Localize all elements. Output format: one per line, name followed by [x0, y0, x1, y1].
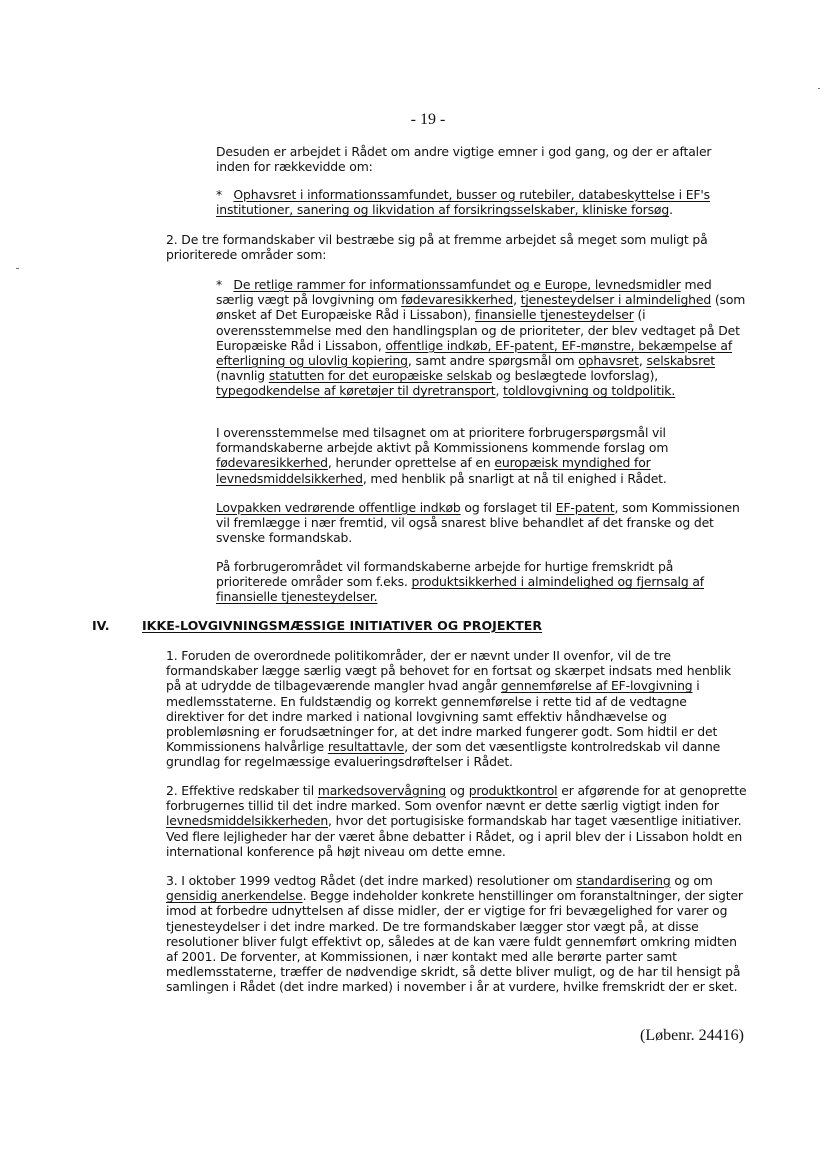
section-paragraph-2: 2. Effektive redskaber til markedsovervågning og produktkontrol er afgørende for at genoprette forbrugernes tillid til det indre marked. Som ovenfor nævnt er dette særlig vigtigt inden for levnedsmiddelsikkerheden, hvor det portugisiske formandskab har taget væsentlige initiativer. Ved flere lejligheder har der været åbne debatter i Rådet, og i april blev der i Lissabon holdt en international konference på højt niveau om dette emne. — [166, 783, 747, 859]
scan-speck — [16, 268, 19, 269]
bullet-item-2: * De retlige rammer for informationssamfundet og e Europe, levnedsmidler med særlig vægt på lovgivning om fødevaresikkerhed, tjenesteydelser i almindelighed (som ønsket af Det Europæiske Råd i Lissabon), finansielle tjenesteydelser (i overensstemmelse med den handlingsplan og de prioriteter, der blev vedtaget på Det Europæiske Råd i Lissabon, offentlige indkøb, EF-patent, EF-mønstre, bekæmpelse af efterligning og ulovlig kopiering, samt andre spørgsmål om ophavsret, selskabsret (navnlig statutten for det europæiske selskab og beslægtede lovforslag), typegodkendelse af køretøjer til dyretransport, toldlovgivning og toldpolitik. — [216, 277, 746, 399]
section-paragraph-3: 3. I oktober 1999 vedtog Rådet (det indre marked) resolutioner om standardisering og om gensidig anerkendelse. Begge indeholder konkrete henstillinger om foranstaltninger, der sigter imod at forbedre udnyttelsen af disse midler, der er vigtige for fri bevægelighed for varer og tjenesteydelser i det indre marked. De tre formandskaber lægger stor vægt på, at disse resolutioner bliver fulgt effektivt op, således at de kan være fuldt gennemført omkring midten af 2001. De forventer, at Kommissionen, i nær kontakt med alle berørte parter samt medlemsstaterne, træffer de nødvendige skridt, så dette bliver muligt, og de har til hensigt på samlingen i Rådet (det indre marked) i november i år at vurdere, hvilke fremskridt der er sket. — [166, 873, 743, 995]
document-reference: (Løbenr. 24416) — [640, 1027, 744, 1044]
intro-text: Desuden er arbejdet i Rådet om andre vigtige emner i god gang, og der er aftaler inden for rækkevidde om: — [216, 144, 712, 175]
underlined-topics: Ophavsret i informationssamfundet, busser og rutebiler, databeskyttelse i EF's institutioner, sanering og likvidation af forsikringsselskaber, kliniske forsøg — [216, 187, 710, 218]
section-heading — [92, 618, 692, 633]
bullet-marker: * — [216, 277, 223, 292]
intro-paragraph — [216, 144, 744, 174]
scan-speck — [818, 88, 820, 89]
section-paragraph-1: 1. Foruden de overordnede politikområder, der er nævnt under II ovenfor, vil de tre formandskaber lægge særlig vægt på behovet for en fortsat og skærpet indsats med henblik på at udrydde de tilbageværende mangler hvad angår gennemførelse af EF-lovgivning i medlemsstaterne. En fuldstændig og korrekt gennemførelse i rette tid af de vedtagne direktiver for det indre marked i national lovgivning samt effektiv håndhævelse og problemløsning er forudsætninger for, at det indre marked fungerer godt. Som hidtil er det Kommissionens halvårlige resultattavle, der som det væsentligste kontrolredskab vil danne grundlag for regelmæssige evalueringsdrøftelser i Rådet. — [166, 648, 731, 770]
item-2-text: 2. De tre formandskaber vil bestræbe sig på at fremme arbejdet så meget som muligt på prioriterede områder som: — [166, 232, 708, 263]
numbered-item-2 — [166, 232, 748, 262]
lovpakken-paragraph: Lovpakken vedrørende offentlige indkøb og forslaget til EF-patent, som Kommissionen vil fremlægge i nær fremtid, vil også snarest blive behandlet af det franske og det svenske formandskab. — [216, 500, 740, 546]
forbruger-paragraph: På forbrugerområdet vil formandskaberne arbejde for hurtige fremskridt på prioriterede områder som f.eks. produktsikkerhed i almindelighed og fjernsalg af finansielle tjenesteydelser. — [216, 559, 705, 605]
section-title: IKKE-LOVGIVNINGSMÆSSIGE INITIATIVER OG PROJEKTER — [142, 618, 543, 633]
bullet-item-1: * Ophavsret i informationssamfundet, busser og rutebiler, databeskyttelse i EF's institutioner, sanering og likvidation af forsikringsselskaber, kliniske forsøg. — [216, 187, 710, 218]
consumer-paragraph: I overensstemmelse med tilsagnet om at prioritere forbrugerspørgsmål vil formandskaberne arbejde aktivt på Kommissionens kommende forslag om fødevaresikkerhed, herunder oprettelse af en europæisk myndighed for levnedsmiddelsikkerhed, med henblik på snarligt at nå til enighed i Rådet. — [216, 425, 669, 486]
bullet-marker: * — [216, 187, 223, 202]
section-number: IV. — [92, 618, 110, 633]
page-number: - 19 - — [410, 111, 446, 128]
